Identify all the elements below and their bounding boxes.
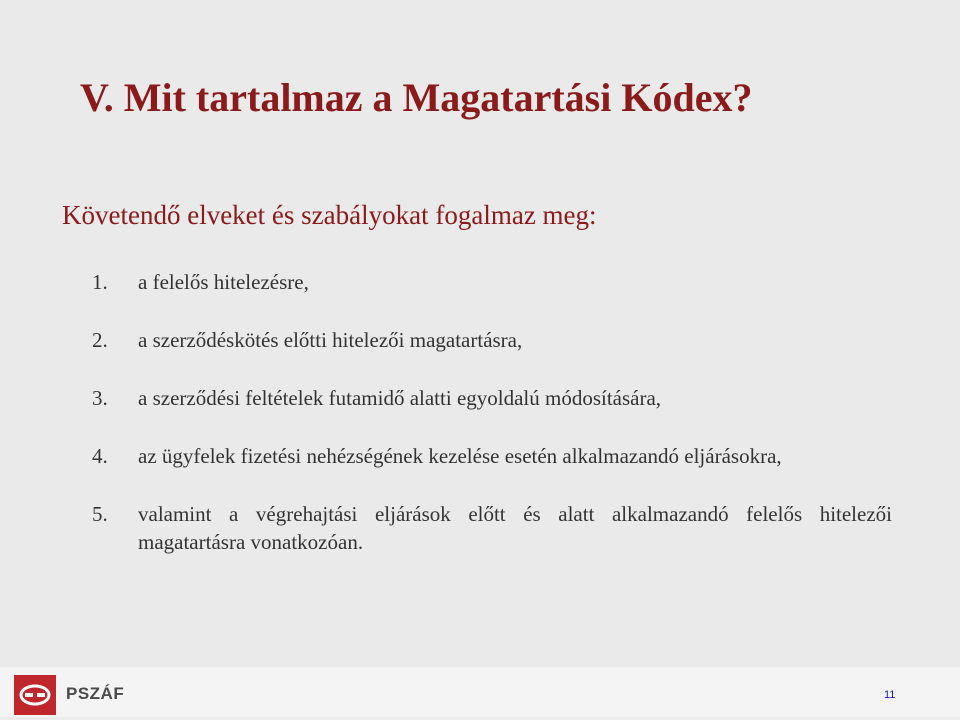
list-item bbox=[92, 326, 892, 354]
slide-footer bbox=[0, 667, 960, 717]
slide-title: V. Mit tartalmaz a Magatartási Kódex? bbox=[80, 75, 753, 120]
list-item-number: 3. bbox=[92, 386, 108, 410]
numbered-list bbox=[92, 268, 892, 556]
list-item-number: 2. bbox=[92, 328, 108, 352]
logo-text: PSZÁF bbox=[66, 684, 125, 703]
list-item bbox=[92, 442, 892, 470]
list-item-number: 5. bbox=[92, 502, 108, 526]
intro-text: Követendő elveket és szabályokat fogalmaz meg: bbox=[62, 200, 597, 230]
list-item-text: a szerződési feltételek futamidő alatti egyoldalú módosítására, bbox=[138, 386, 662, 410]
list-item-text: a felelős hitelezésre, bbox=[138, 270, 309, 294]
list-item-number: 1. bbox=[92, 270, 108, 294]
list-item-number: 4. bbox=[92, 444, 108, 468]
list-item-text: a szerződéskötés előtti hitelezői magatartásra, bbox=[138, 328, 523, 352]
list-item bbox=[92, 500, 892, 556]
list-item bbox=[92, 384, 892, 412]
page-number: 11 bbox=[884, 689, 896, 701]
pszaf-logo-icon bbox=[14, 675, 56, 715]
list-item bbox=[92, 268, 892, 296]
list-item-text: valamint a végrehajtási eljárások előtt és alatt alkalmazandó felelős hitelezői magatartásra vonatkozóan. bbox=[138, 502, 892, 554]
list-item-text: az ügyfelek fizetési nehézségének kezelése esetén alkalmazandó eljárásokra, bbox=[138, 444, 782, 468]
